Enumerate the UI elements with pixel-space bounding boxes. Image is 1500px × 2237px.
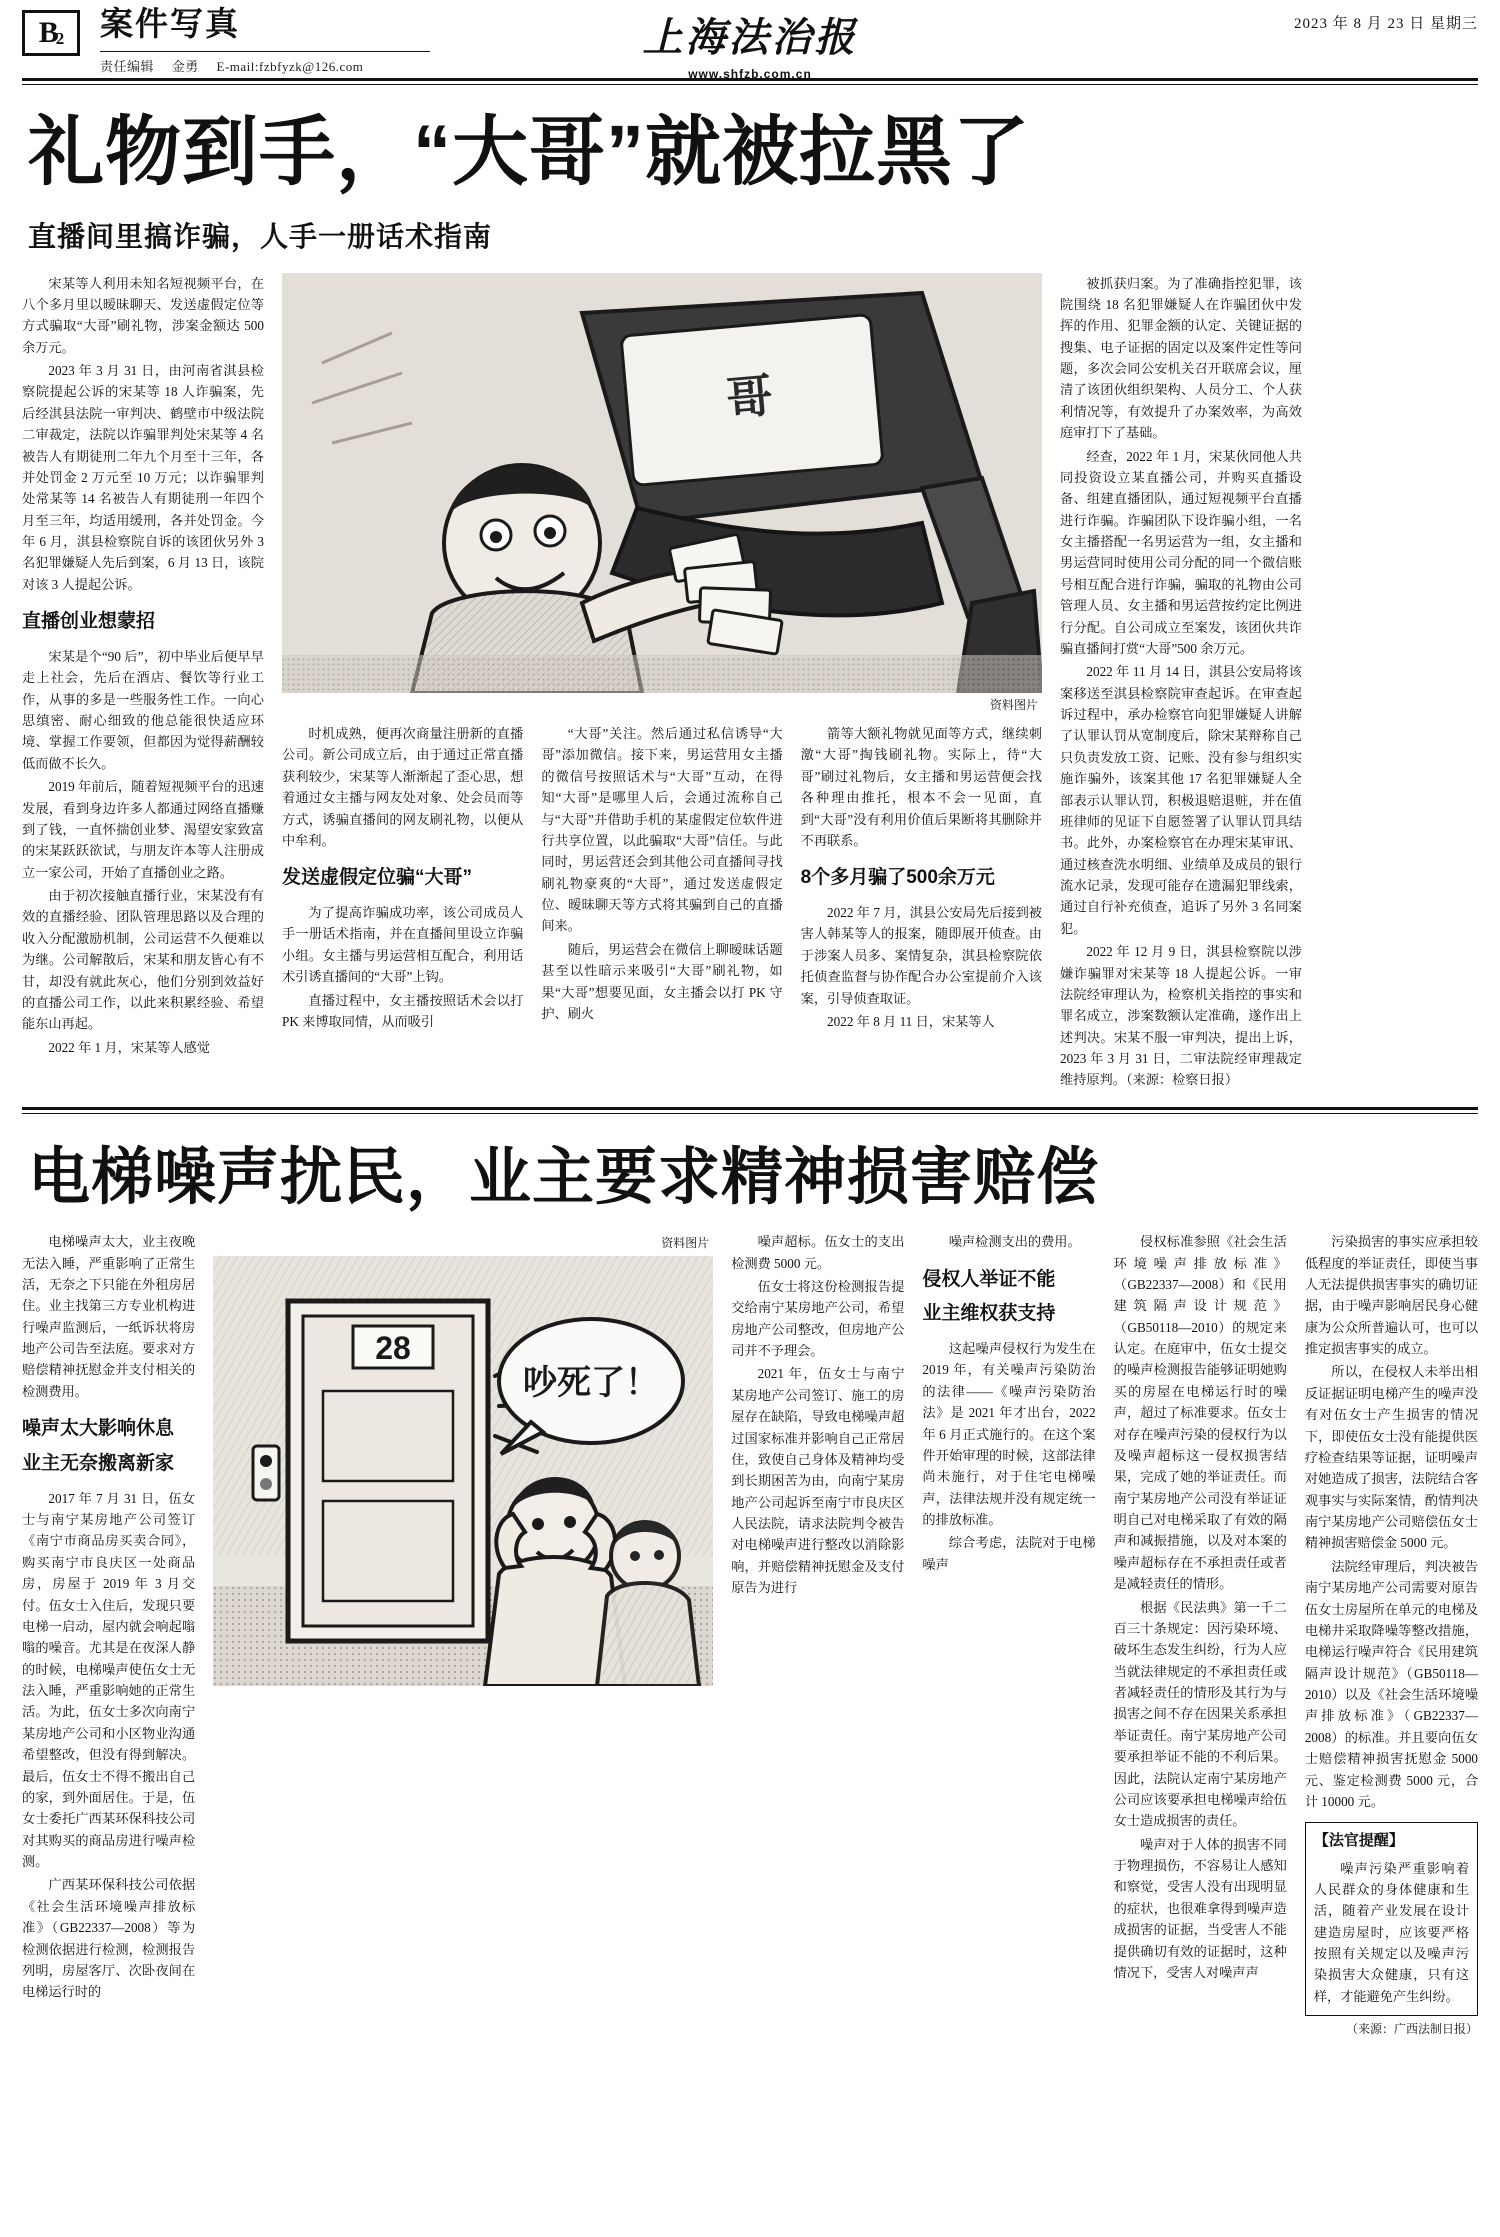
section-meta [100,51,430,75]
paragraph: 2022 年 1 月，宋某等人感觉 [48,1039,210,1055]
article1-subsection-2: 发送虚假定位骗“大哥” [282,867,473,889]
paragraph: 2022 年 12 月 9 日，淇县检察院以涉嫌诈骗罪对宋某等 18 人提起公诉。一审法院经审理认为，检察机关指控的事实和罪名成立，涉案数额认定准确，遂作出上述判决。宋某不服一审判决，提出上诉，2023 年 3 月 31 日，二审法院经审理裁定维持原判。（来源：检察日报） [1060,944,1302,1088]
paragraph: 根据《民法典》第一千二百三十条规定：因污染环境、破坏生态发生纠纷，行为人应当就法律规定的不承担责任或者减轻责任的情形及其行为与损害之间不存在因果关系承担举证责任。南宁某房地产公司要承担举证不能的不利后果。因此，法院认定南宁某房地产公司应该要承担电梯噪声给伍女士造成损害的责任。 [1113,1599,1287,1829]
page-folio [22,10,80,56]
article1-col-1 [22,273,264,1093]
article2-subsection-2a: 侵权人举证不能 [922,1268,1056,1290]
folio-letter: B [38,16,58,49]
article-divider-thick [22,1107,1478,1110]
article1-figure-wrap [282,273,1042,721]
article1-illustration [282,273,1042,693]
paragraph: 噪声污染严重影响着人民群众的身体健康和生活，随着产业发展在设计建造房屋时，应该要严格按照有关规定以及噪声污染损害大众健康，只有这样，才能避免产生纠纷。 [1313,1860,1470,2004]
article1-col-3 [541,723,782,1034]
editor-email: E-mail:fzbfyzk@126.com [216,58,364,74]
elevator-noise-illustration [213,1256,713,1686]
judge-reminder-title: 【法官提醒】 [1313,1832,1404,1850]
article1-center-block [282,273,1042,1093]
article2-illustration [213,1256,713,1686]
paragraph: 2023 年 3 月 31 日，由河南省淇县检察院提起公诉的宋某等 18 人诈骗案，先后经淇县法院一审判决、鹤壁市中级法院二审裁定，法院以诈骗罪判处宋某等 4 名被告人有期徒刑二年九个月至十三年，各并处罚金 2 万元至 10 万元；以诈骗罪判处常某等 14 名被告人有期徒刑一年四个月至三年，均适用缓刑，各并处罚金。今年 6 月，淇县检察院自诉的该团伙另外 3 名犯罪嫌疑人先后到案，6 月 13 日，该院对该 3 人提起公诉。 [22,363,264,592]
article2-headline: 电梯噪声扰民，业主要求精神损害赔偿 [28,1142,1100,1212]
article2-subsection-1b: 业主无奈搬离新家 [22,1452,175,1474]
article1-col-5 [1060,273,1302,1093]
paragraph: 经查，2022 年 1 月，宋某伙同他人共同投资设立某直播公司，并购买直播设备、组建直播团队，通过短视频平台直播进行诈骗。诈骗团队下设诈骗小组，一名女主播搭配一名男运营为一组，女主播和男运营同时使用公司分配的同一个微信账号相互配合进行诈骗，骗取的礼物由公司管理人员、女主播和男运营按约定比例进行分配。自公司成立至案发，该团伙共诈骗直播间打赏“大哥”500 余万元。 [1060,448,1302,656]
paragraph: 2017 年 7 月 31 日，伍女士与南宁某房地产公司签订《南宁市商品房买卖合同》，购买南宁市良庆区一处商品房，房屋于 2019 年 3 月交付。伍女士入住后，发现只要电梯一启动，屋内就会响起嗡嗡的噪音。尤其是在夜深人静的时候，电梯噪声使伍女士无法入睡，严重影响她的正常生活。为此，伍女士多次向南宁某房地产公司和小区物业沟通希望整改，但没有得到解决。最后，伍女士不得不搬出自己的家，到外面居住。于是，伍女士委托广西某环保科技公司对其购买的商品房进行噪声检测。 [22,1490,196,1870]
paragraph: 伍女士将这份检测报告提交给南宁某房地产公司，希望房地产公司整改，但房地产公司并不予理会。 [731,1278,905,1359]
paragraph: 广西某环保科技公司依据《社会生活环境噪声排放标准》（GB22337—2008）等为检测依据进行检测，检测报告列明，房屋客厅、次卧夜间在电梯运行时的 [22,1877,196,2000]
article2-col-4 [1114,1231,1287,2039]
article2-col-2 [731,1231,904,2039]
paragraph: 2021 年，伍女士与南宁某房地产公司签订、施工的房屋存在缺陷，导致电梯噪声超过国家标准并影响自己正常居住，致使自己身体及精神均受到长期困苦为由，向南宁某房地产公司起诉至南宁市良庆区人民法院，请求法院判令被告对电梯噪声进行整改以消除影响，并赔偿精神抚慰金及支付原告为进行 [731,1366,905,1596]
newspaper-page [0,8,1500,2237]
paragraph: 2019 年前后，随着短视频平台的迅速发展，看到身边许多人都通过网络直播赚到了钱，一直怀揣创业梦、渴望安家致富的宋某跃跃欲试，与朋友许本等人注册成立一家公司，开始了直播创业之路。 [22,779,264,880]
article1-col-2 [282,723,523,1034]
article2-figure-block [213,1231,713,2039]
paragraph: 随后，男运营会在微信上聊暧昧话题甚至以性暗示来吸引“大哥”刷礼物，如果“大哥”想要见面，女主播会以打 PK 守护、刷火 [541,941,783,1021]
paragraph: 箭等大额礼物就见面等方式，继续刺激“大哥”掏钱刷礼物。实际上，待“大哥”刷过礼物后，女主播和男运营便会找各种理由推托，根本不会一见面，直到“大哥”没有利用价值后果断将其删除并不再联系。 [800,726,1042,848]
scam-livestream-illustration [282,273,1042,693]
paragraph: 所以，在侵权人未举出相反证据证明电梯产生的噪声没有对伍女士产生损害的情况下，即使伍女士没有能提供医疗检查结果等证据，证明噪声对她造成了损害，法院结合客观事实与实际案情，酌情判决南宁某房地产公司赔偿伍女士精神损害赔偿金 5000 元。 [1304,1364,1479,1551]
paragraph: 法院经审理后，判决被告南宁某房地产公司需要对原告伍女士房屋所在单元的电梯及电梯井采取降噪等整改措施，电梯运行噪声符合《民用建筑隔声设计规范》（GB50118—2010）以及《社会生活环境噪声排放标准》（GB22337—2008）的标准。并且要向伍女士赔偿精神损害抚慰金 5000 元、鉴定检测费 5000 元，合计 10000 元。 [1304,1558,1479,1809]
masthead [22,7,1478,81]
paragraph: 时机成熟，便再次商量注册新的直播公司。新公司成立后，由于通过正常直播获利较少，宋某等人渐渐起了歪心思，想着通过女主播与网友处对象、处会员而等方式，诱骗直播间的网友刷礼物，以便从中牟利。 [282,726,524,848]
paragraph: 电梯噪声太大，业主夜晚无法入睡，严重影响了正常生活，无奈之下只能在外租房居住。业主找第三方专业机构进行噪声监测后，一纸诉状将房地产公司告至法庭。要求对方赔偿精神抚慰金并支付相关的检测费用。 [22,1234,196,1399]
paragraph: 2022 年 8 月 11 日，宋某等人 [827,1013,995,1029]
article2-figure-caption: 资料图片 [661,1236,710,1251]
paragraph: 侵权标准参照《社会生活环境噪声排放标准》（GB22337—2008）和《民用建筑隔声设计规范》（GB50118—2010）的规定来认定。在庭审中，伍女士提交的噪声检测报告能够证明她购买的房屋在电梯运行时的噪声，超过了标准要求。伍女士对存在噪声污染的侵权行为以及噪声超标这一侵权损害结果，完成了她的举证责任。而南宁某房地产公司没有举证证明自己对电梯采取了有效的隔声和减振措施，以及对本案的噪声超标存在不承担责任或者是减轻责任的情形。 [1113,1234,1287,1592]
paragraph: 直播过程中，女主播按照话术会以打 PK 来博取同情，从而吸引 [282,992,524,1029]
paragraph: 综合考虑，法院对于电梯噪声 [922,1535,1096,1572]
paragraph: 宋某等人利用未知名短视频平台，在八个多月里以暧昧聊天、发送虚假定位等方式骗取“大哥”刷礼物，涉案金额达 500 余万元。 [22,275,264,355]
article2-body [22,1231,1478,2039]
section-head [94,8,430,75]
article1-center-columns [282,723,1042,1034]
article2-col-3 [922,1231,1095,2039]
paragraph: 2022 年 11 月 14 日，淇县公安局将该案移送至淇县检察院审查起诉。在审查起诉过程中，承办检察官向犯罪嫌疑人讲解了认罪认罚从宽制度后，除宋某辩称自己只负责发放工资、记账、没有参与组织实施诈骗外，该案其他 17 名犯罪嫌疑人全部表示认罪认罚，积极退赔退赃，并在值班律师的见证下自愿签署了认罪认罚具结书。此外，办案检察官在办理宋某审讯、通过核查洗水明细、业绩单及成员的银行流水记录，发现可能存在遗漏犯罪线索，通过自行补充侦查，追诉了另外 3 名同案犯。 [1060,664,1302,936]
article2-subsection-1a: 噪声太大影响休息 [22,1418,175,1440]
paper-name: 上海法治报 [642,15,858,60]
article1-figure-caption: 资料图片 [989,697,1038,712]
paragraph: “大哥”关注。然后通过私信诱导“大哥”添加微信。接下来，男运营用女主播的微信号按照话术与“大哥”互动，在得知“大哥”是哪里人后，会通过流称自己与“大哥”并借助手机的某虚假定位软件进行共享位置，以此骗取“大哥”信任。与此同时，男运营还会到其他公司直播间寻找刷礼物豪爽的“大哥”，通过发送虚假定位、暧昧聊天等方式将其骗到自己的直播间来。 [541,726,783,934]
article1-subhead: 直播间里搞诈骗，人手一册话术指南 [28,220,493,252]
article-divider-thin [22,1113,1478,1114]
issue-date: 2023 年 8 月 23 日 星期三 [1293,16,1478,32]
article2-subsection-2b: 业主维权获支持 [922,1303,1056,1325]
editor-name: 金勇 [171,58,199,74]
paragraph: 噪声超标。伍女士的支出检测费 5000 元。 [731,1234,905,1271]
article1-subsection-1: 直播创业想蒙招 [22,611,156,633]
judge-reminder-box [1305,1822,1478,2016]
paragraph: 这起噪声侵权行为发生在 2019 年，有关噪声污染防治的法律——《噪声污染防治法》是 2021 年才出台，2022 年 6 月正式施行的。在这个案件开始审理的时候，这部法律尚未施行，对于住宅电梯噪声，法律法规并没有规定统一的排放标准。 [922,1341,1096,1528]
article2-source: （来源：广西法制日报） [1346,2022,1479,2037]
paragraph: 2022 年 7 月，淇县公安局先后接到被害人韩某等人的报案，随即展开侦查。由于涉案人员多、案情复杂，淇县检察院依托侦查监督与协作配合办公室提前介入该案，引导侦查取证。 [800,905,1042,1006]
folio-number: 2 [55,28,64,48]
paragraph: 宋某是个“90 后”，初中毕业后便早早走上社会，先后在酒店、餐饮等行业工作，从事的多是一些服务性工作。一向心思缜密、耐心细致的他总能很快适应环境、掌握工作要领，但都因为觉得薪酬较低而做不长久。 [22,648,264,771]
speech-bubble-text: 吵死了！ [523,1364,660,1402]
paragraph: 为了提高诈骗成功率，该公司成员人手一册话术指南，并在直播间里设立诈骗小组。女主播与男运营相互配合，利用话术引诱直播间的“大哥”上钩。 [282,905,524,985]
paragraph: 噪声检测支出的费用。 [948,1234,1081,1250]
article1-subsection-3: 8个多月骗了500余万元 [800,867,995,889]
article1-col-4 [801,723,1042,1034]
article2-col-5 [1305,1231,1478,2039]
paper-logo [643,6,858,81]
paragraph: 污染损害的事实应承担较低程度的举证责任，即使当事人无法提供损害事实的确切证据，由于噪声影响居民身心健康为公众所普遍认可，也可以推定损害事实的成立。 [1304,1234,1479,1357]
masthead-rule-thin [22,84,1478,85]
editor-label: 责任编辑 [100,58,155,74]
paper-url[interactable]: www.shfzb.com.cn [688,67,812,81]
article2-col-1 [22,1231,195,2039]
article1-body [22,273,1478,1093]
door-number-text: 28 [375,1329,411,1366]
svg-text:哥: 哥 [724,369,775,425]
paragraph: 被抓获归案。为了准确指控犯罪，该院围绕 18 名犯罪嫌疑人在诈骗团伙中发挥的作用、犯罪金额的认定、关键证据的搜集、电子证据的固定以及案件定性等问题，多次会同公安机关召开联席会议，厘清了该团伙组织架构、人员分工、个人获利情况等，有效提升了办案效率，为高效庭审打下了基础。 [1060,275,1302,441]
article1-headline: 礼物到手，“大哥”就被拉黑了 [28,110,1030,195]
section-title: 案件写真 [100,7,240,43]
paragraph: 由于初次接触直播行业，宋某没有有效的直播经验、团队管理思路以及合理的收入分配激励机制，公司运营不久便难以为继。公司解散后，宋某和朋友皆心有不甘，却没有就此灰心，他们分别到效益好的直播公司工作，以此来积累经验、希望能东山再起。 [22,888,264,1032]
paragraph: 噪声对于人体的损害不同于物理损伤，不容易让人感知和察觉，受害人没有出现明显的症状，也很难拿得到噪声造成损害的证据，当受害人不能提供确切有效的证据时，这种情况下，受害人对噪声声 [1113,1836,1287,1980]
